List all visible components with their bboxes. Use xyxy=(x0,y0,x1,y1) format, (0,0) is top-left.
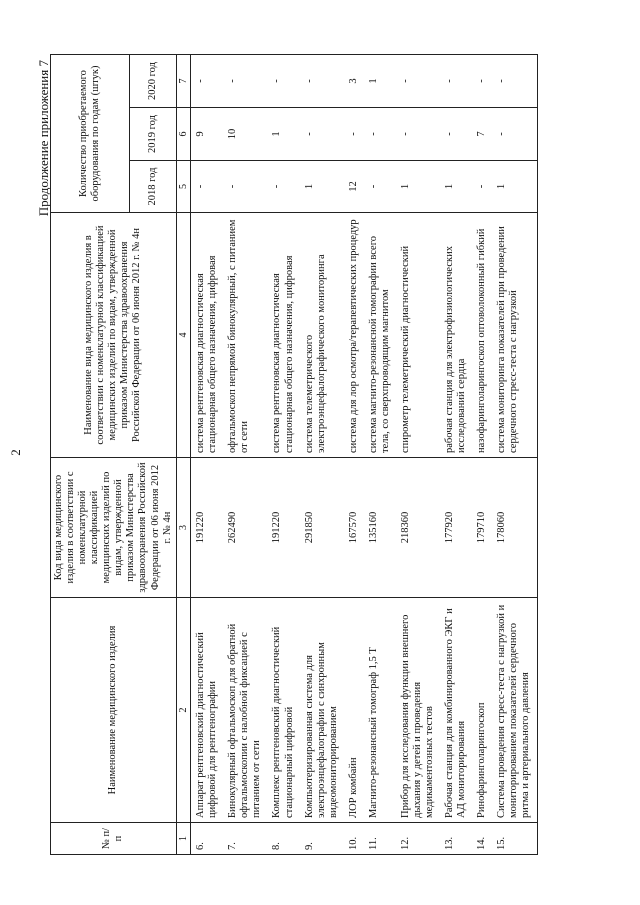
qty-2020: 3 xyxy=(344,55,364,108)
qty-2020: - xyxy=(191,55,224,108)
qty-2020: - xyxy=(300,55,344,108)
column-number: 1 xyxy=(176,823,191,855)
qty-2018: 1 xyxy=(492,161,537,213)
table-row xyxy=(267,55,299,855)
type-code: 135160 xyxy=(364,458,396,598)
column-number: 4 xyxy=(176,213,191,458)
table-row xyxy=(191,55,224,855)
device-name: Прибор для исследования функции внешнего дыхания у детей и проведения медикаментозных тестов xyxy=(396,598,440,823)
qty-2019: 10 xyxy=(223,108,267,161)
device-name: ЛОР комбайн xyxy=(344,598,364,823)
qty-2020: - xyxy=(472,55,492,108)
qty-2019: - xyxy=(440,108,472,161)
type-name: система рентгеновская диагностическая стационарная общего назначения, цифровая xyxy=(191,213,224,458)
qty-2020: - xyxy=(396,55,440,108)
type-name: офтальмоскоп непрямой бинокулярный, с питанием от сети xyxy=(223,213,267,458)
column-number: 2 xyxy=(176,598,191,823)
table-row xyxy=(492,55,537,855)
row-number: 8. xyxy=(267,823,299,855)
row-number: 12. xyxy=(396,823,440,855)
row-number: 15. xyxy=(492,823,537,855)
type-code: 179710 xyxy=(472,458,492,598)
qty-2018: - xyxy=(472,161,492,213)
type-name: рабочая станция для электрофизиологических исследований сердца xyxy=(440,213,472,458)
qty-2020: - xyxy=(223,55,267,108)
column-numbers-row xyxy=(176,55,191,855)
type-code: 262490 xyxy=(223,458,267,598)
header-number: № п/п xyxy=(51,823,177,855)
qty-2018: 1 xyxy=(396,161,440,213)
column-number: 7 xyxy=(176,55,191,108)
qty-2020: - xyxy=(267,55,299,108)
type-code: 191220 xyxy=(267,458,299,598)
type-code: 177920 xyxy=(440,458,472,598)
row-number: 10. xyxy=(344,823,364,855)
qty-2019: - xyxy=(300,108,344,161)
equipment-table xyxy=(50,54,538,855)
column-number: 3 xyxy=(176,458,191,598)
type-code: 218360 xyxy=(396,458,440,598)
device-name: Магнито-резонансный томограф 1,5 Т xyxy=(364,598,396,823)
row-number: 11. xyxy=(364,823,396,855)
qty-2018: - xyxy=(191,161,224,213)
type-name: система для лор осмотра/терапевтических процедур xyxy=(344,213,364,458)
qty-2018: - xyxy=(223,161,267,213)
header-type-code: Код вида медицинского изделия в соответствии с номенклатурной классификацией медицинских изделий по видам, утвержденной приказом Министерства здравоохранения Российской Федерации от 06 июня 2012 г. № 4н xyxy=(51,458,177,598)
header-year: 2020 год xyxy=(130,55,176,108)
qty-2019: 9 xyxy=(191,108,224,161)
type-name: система рентгеновская диагностическая стационарная общего назначения, цифровая xyxy=(267,213,299,458)
table-row xyxy=(396,55,440,855)
row-number: 13. xyxy=(440,823,472,855)
type-code: 291850 xyxy=(300,458,344,598)
type-code: 178060 xyxy=(492,458,537,598)
table-row xyxy=(344,55,364,855)
qty-2019: 1 xyxy=(267,108,299,161)
device-name: Компьютеризированная система для электроэнцефалографии с синхронным видеомониторированием xyxy=(300,598,344,823)
qty-2019: - xyxy=(364,108,396,161)
header-device-name: Наименование медицинского изделия xyxy=(51,598,177,823)
header-year: 2019 год xyxy=(130,108,176,161)
header-type-name: Наименование вида медицинского изделия в соответствии с номенклатурной классификацией медицинских изделий по видам, утвержденной приказом Министерства здравоохранения Российской Федерации от 06 июня 2012 г. № 4н xyxy=(51,213,177,458)
row-number: 9. xyxy=(300,823,344,855)
type-name: система мониторинга показателей при проведении сердечного стресс-теста с нагрузкой xyxy=(492,213,537,458)
table-row xyxy=(364,55,396,855)
qty-2018: - xyxy=(267,161,299,213)
table-body xyxy=(191,55,537,855)
type-code: 167570 xyxy=(344,458,364,598)
device-name: Аппарат рентгеновский диагностический цифровой для рентгенографии xyxy=(191,598,224,823)
type-name: система телеметрического электроэнцефалографического мониторинга xyxy=(300,213,344,458)
header-year: 2018 год xyxy=(130,161,176,213)
row-number: 7. xyxy=(223,823,267,855)
row-number: 14. xyxy=(472,823,492,855)
header-row xyxy=(51,55,130,855)
type-name: назофаринголарингоскоп оптоволоконный гибкий xyxy=(472,213,492,458)
type-code: 191220 xyxy=(191,458,224,598)
qty-2020: - xyxy=(440,55,472,108)
table-row xyxy=(440,55,472,855)
qty-2018: 12 xyxy=(344,161,364,213)
header-quantity: Количество приобретаемого оборудования по годам (штук) xyxy=(51,55,130,213)
qty-2019: - xyxy=(492,108,537,161)
qty-2018: 1 xyxy=(440,161,472,213)
qty-2020: 1 xyxy=(364,55,396,108)
type-name: спирометр телеметрический диагностический xyxy=(396,213,440,458)
qty-2018: 1 xyxy=(300,161,344,213)
qty-2019: 7 xyxy=(472,108,492,161)
device-name: Комплекс рентгеновский диагностический стационарный цифровой xyxy=(267,598,299,823)
table-row xyxy=(472,55,492,855)
qty-2018: - xyxy=(364,161,396,213)
qty-2019: - xyxy=(344,108,364,161)
column-number: 5 xyxy=(176,161,191,213)
column-number: 6 xyxy=(176,108,191,161)
table-row xyxy=(300,55,344,855)
qty-2019: - xyxy=(396,108,440,161)
row-number: 6. xyxy=(191,823,224,855)
device-name: Ринофаринголарингоскоп xyxy=(472,598,492,823)
qty-2020: - xyxy=(492,55,537,108)
page-number: 2 xyxy=(8,449,23,456)
device-name: Рабочая станция для комбинированного ЭКГ и АД мониторирования xyxy=(440,598,472,823)
device-name: Система проведения стресс-теста с нагрузкой и мониторированием показателей сердечного ритма и артериального давления xyxy=(492,598,537,823)
table-row xyxy=(223,55,267,855)
device-name: Бинокулярный офтальмоскоп для обратной офтальмоскопии с налобной фиксацией с питанием от сети xyxy=(223,598,267,823)
continuation-label: Продолжение приложения 7 xyxy=(36,60,51,217)
type-name: система магнито-резонансной томографии всего тела, со сверхпроводящим магнитом xyxy=(364,213,396,458)
